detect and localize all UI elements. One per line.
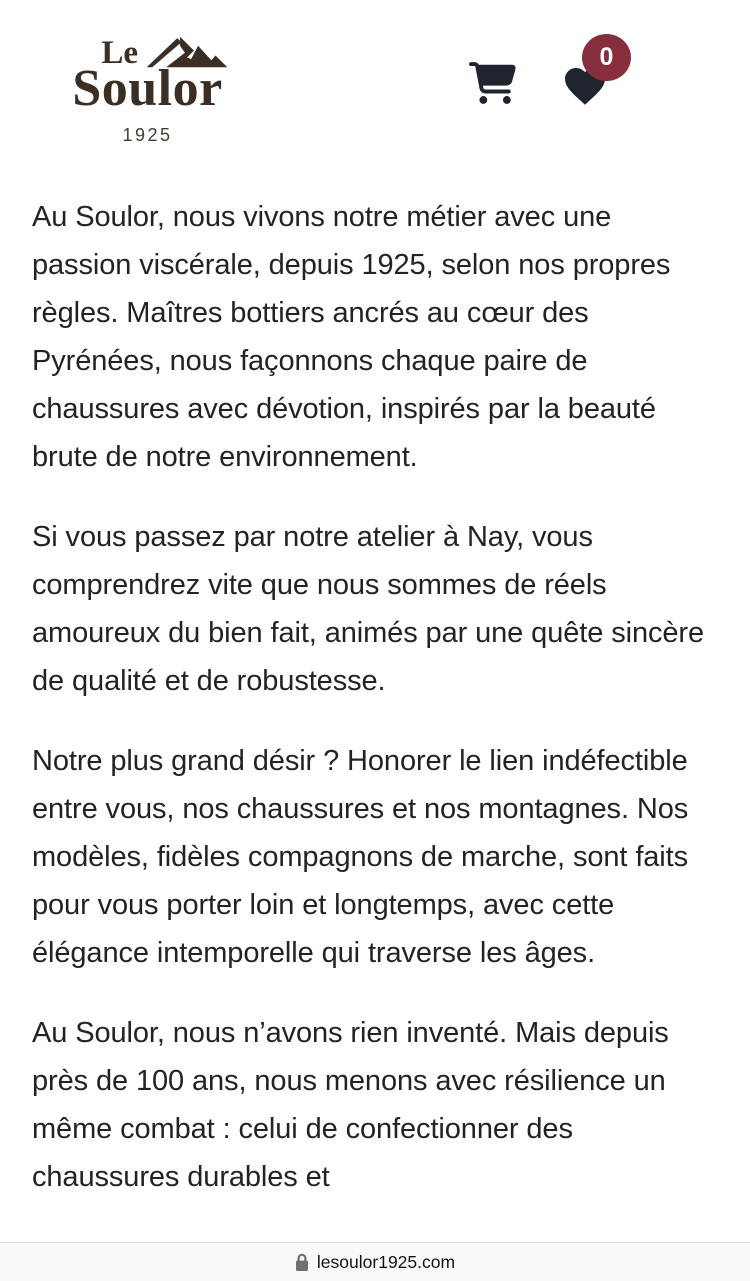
lock-icon: [295, 1253, 309, 1272]
cart-button[interactable]: [469, 62, 516, 109]
wishlist-button[interactable]: [561, 30, 643, 112]
site-header: [0, 0, 750, 160]
paragraph-atelier-nay: Si vous passez par notre atelier à Nay, vous comprendrez vite que nous sommes de réels amoureux du bien fait, animés par une quête sincère de qualité et de robustesse.: [32, 521, 704, 697]
logo-soulor-text: Soulor: [72, 60, 223, 117]
site-logo[interactable]: [64, 34, 231, 146]
page-content: [0, 193, 750, 1201]
cart-icon: [469, 62, 516, 104]
logo-year-text: 1925: [122, 125, 173, 145]
wishlist-count-badge: 0: [582, 34, 631, 81]
paragraph-100-ans: Au Soulor, nous n’avons rien inventé. Mais depuis près de 100 ans, nous menons avec résilience un même combat : celui de confectionner des chaussures durables et: [32, 1017, 669, 1193]
browser-url-bar[interactable]: [0, 1242, 750, 1281]
logo-le-text: Le: [101, 34, 138, 71]
paragraph-about-passion: Au Soulor, nous vivons notre métier avec une passion viscérale, depuis 1925, selon nos propres règles. Maîtres bottiers ancrés au cœur des Pyrénées, nous façonnons chaque paire de chaussures avec dévotion, inspirés par la beauté brute de notre environnement.: [32, 201, 671, 473]
paragraph-grand-desir: Notre plus grand désir ? Honorer le lien indéfectible entre vous, nos chaussures et nos montagnes. Nos modèles, fidèles compagnons de marche, sont faits pour vous porter loin et longtemps, avec cette élégance intemporelle qui traverse les âges.: [32, 745, 689, 969]
url-text: lesoulor1925.com: [316, 1251, 456, 1272]
